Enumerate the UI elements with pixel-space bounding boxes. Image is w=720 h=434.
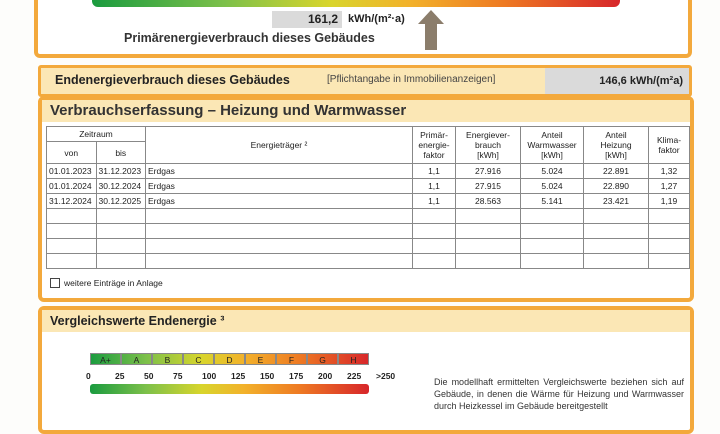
table-cell-climate-factor: 1,19 xyxy=(649,194,690,209)
to-header: bis xyxy=(96,142,146,164)
usage-table xyxy=(46,126,690,269)
table-cell-climate-factor: 1,27 xyxy=(649,179,690,194)
efficiency-class-e: E xyxy=(245,353,276,365)
efficiency-class-c: C xyxy=(183,353,214,365)
scale-tick-label: 25 xyxy=(115,371,125,381)
empty-table-cell xyxy=(47,239,97,254)
empty-table-cell xyxy=(146,254,413,269)
primary-energy-unit: kWh/(m²·a) xyxy=(348,13,405,25)
table-cell-heating: 22.891 xyxy=(584,164,649,179)
empty-table-cell xyxy=(584,209,649,224)
empty-table-cell xyxy=(649,224,690,239)
empty-table-cell xyxy=(96,254,146,269)
efficiency-class-labels xyxy=(90,353,369,365)
empty-table-cell xyxy=(146,239,413,254)
table-cell-heating: 23.421 xyxy=(584,194,649,209)
scale-tick-label: >250 xyxy=(376,371,396,381)
usage-panel xyxy=(38,96,694,302)
empty-table-cell xyxy=(47,224,97,239)
usage-title: Verbrauchserfassung – Heizung und Warmwasser xyxy=(50,102,407,119)
empty-table-cell xyxy=(521,209,584,224)
empty-table-cell xyxy=(584,224,649,239)
table-cell-from: 01.01.2024 xyxy=(47,179,97,194)
table-cell-carrier: Erdgas xyxy=(146,179,413,194)
carrier-header: Energieträger ² xyxy=(146,127,413,164)
empty-table-row xyxy=(47,224,690,239)
empty-table-row xyxy=(47,239,690,254)
empty-table-cell xyxy=(456,239,521,254)
warm-water-header: Anteil Warmwasser [kWh] xyxy=(521,127,584,164)
empty-table-cell xyxy=(47,254,97,269)
consumption-header: Energiever- brauch [kWh] xyxy=(456,127,521,164)
empty-table-cell xyxy=(456,209,521,224)
scale-tick-label: 125 xyxy=(231,371,246,381)
table-row xyxy=(47,179,690,194)
empty-table-cell xyxy=(649,209,690,224)
efficiency-class-f: F xyxy=(276,353,307,365)
primary-energy-value: 161,2 xyxy=(272,11,342,28)
empty-table-row xyxy=(47,254,690,269)
table-cell-consumption: 27.915 xyxy=(456,179,521,194)
empty-table-cell xyxy=(47,209,97,224)
empty-table-cell xyxy=(521,224,584,239)
usage-header xyxy=(42,100,690,122)
empty-table-cell xyxy=(584,239,649,254)
table-cell-from: 01.01.2023 xyxy=(47,164,97,179)
efficiency-class-d: D xyxy=(214,353,245,365)
comparison-panel xyxy=(38,306,694,434)
table-cell-to: 31.12.2023 xyxy=(96,164,146,179)
from-header: von xyxy=(47,142,97,164)
comparison-text: Die modellhaft ermittelten Vergleichswerte beziehen sich auf Gebäude, in denen die Wärme für Heizung und Warmwasser durch Heizkessel im Gebäude bereitgestellt xyxy=(434,377,684,411)
table-cell-from: 31.12.2024 xyxy=(47,194,97,209)
primary-energy-panel xyxy=(34,0,692,58)
table-cell-consumption: 28.563 xyxy=(456,194,521,209)
table-cell-heating: 22.890 xyxy=(584,179,649,194)
table-row xyxy=(47,194,690,209)
final-energy-bar xyxy=(38,65,692,97)
empty-table-cell xyxy=(413,239,456,254)
table-cell-primary-factor: 1,1 xyxy=(413,194,456,209)
table-cell-warm-water: 5.024 xyxy=(521,164,584,179)
comparison-header xyxy=(42,310,690,332)
empty-table-cell xyxy=(96,224,146,239)
primary-factor-header: Primär- energie- faktor xyxy=(413,127,456,164)
scale-tick-label: 150 xyxy=(260,371,275,381)
heating-header: Anteil Heizung [kWh] xyxy=(584,127,649,164)
table-cell-to: 30.12.2024 xyxy=(96,179,146,194)
scale-tick-label: 75 xyxy=(173,371,183,381)
scale-tick-label: 100 xyxy=(202,371,217,381)
table-cell-carrier: Erdgas xyxy=(146,194,413,209)
scale-tick-label: 0 xyxy=(86,371,91,381)
scale-tick-label: 50 xyxy=(144,371,154,381)
empty-table-cell xyxy=(456,254,521,269)
efficiency-class-b: B xyxy=(152,353,183,365)
empty-table-cell xyxy=(521,239,584,254)
table-cell-consumption: 27.916 xyxy=(456,164,521,179)
efficiency-class-g: G xyxy=(307,353,338,365)
empty-table-cell xyxy=(146,224,413,239)
comparison-title: Vergleichswerte Endenergie ³ xyxy=(50,314,225,328)
empty-table-cell xyxy=(521,254,584,269)
climate-factor-header: Klima- faktor xyxy=(649,127,690,164)
table-cell-warm-water: 5.024 xyxy=(521,179,584,194)
primary-energy-label: Primärenergieverbrauch dieses Gebäudes xyxy=(124,31,375,45)
empty-table-cell xyxy=(96,239,146,254)
empty-table-cell xyxy=(413,224,456,239)
period-header: Zeitraum xyxy=(47,127,146,142)
empty-table-cell xyxy=(413,254,456,269)
efficiency-class-aplus: A+ xyxy=(90,353,121,365)
more-entries-label: weitere Einträge in Anlage xyxy=(64,278,163,288)
final-energy-value: 146,6 kWh/(m²a) xyxy=(545,68,689,94)
table-cell-warm-water: 5.141 xyxy=(521,194,584,209)
arrow-up-icon xyxy=(418,10,444,50)
table-cell-to: 30.12.2025 xyxy=(96,194,146,209)
scale-tick-label: 225 xyxy=(347,371,362,381)
energy-scale-strip xyxy=(92,0,620,7)
table-cell-climate-factor: 1,32 xyxy=(649,164,690,179)
final-energy-note: [Pflichtangabe in Immobilienanzeigen] xyxy=(327,74,496,85)
empty-table-cell xyxy=(584,254,649,269)
table-row xyxy=(47,164,690,179)
empty-table-cell xyxy=(649,254,690,269)
empty-table-cell xyxy=(456,224,521,239)
empty-table-cell xyxy=(649,239,690,254)
empty-table-cell xyxy=(146,209,413,224)
empty-table-cell xyxy=(96,209,146,224)
empty-table-row xyxy=(47,209,690,224)
table-cell-primary-factor: 1,1 xyxy=(413,179,456,194)
more-entries-checkbox[interactable] xyxy=(50,278,60,288)
more-entries[interactable] xyxy=(50,278,163,288)
empty-table-cell xyxy=(413,209,456,224)
scale-tick-label: 200 xyxy=(318,371,333,381)
table-cell-primary-factor: 1,1 xyxy=(413,164,456,179)
efficiency-scale-bar-lower xyxy=(90,384,369,394)
efficiency-class-h: H xyxy=(338,353,369,365)
scale-tick-label: 175 xyxy=(289,371,304,381)
final-energy-title: Endenergieverbrauch dieses Gebäudes xyxy=(55,73,290,87)
table-cell-carrier: Erdgas xyxy=(146,164,413,179)
efficiency-class-a: A xyxy=(121,353,152,365)
